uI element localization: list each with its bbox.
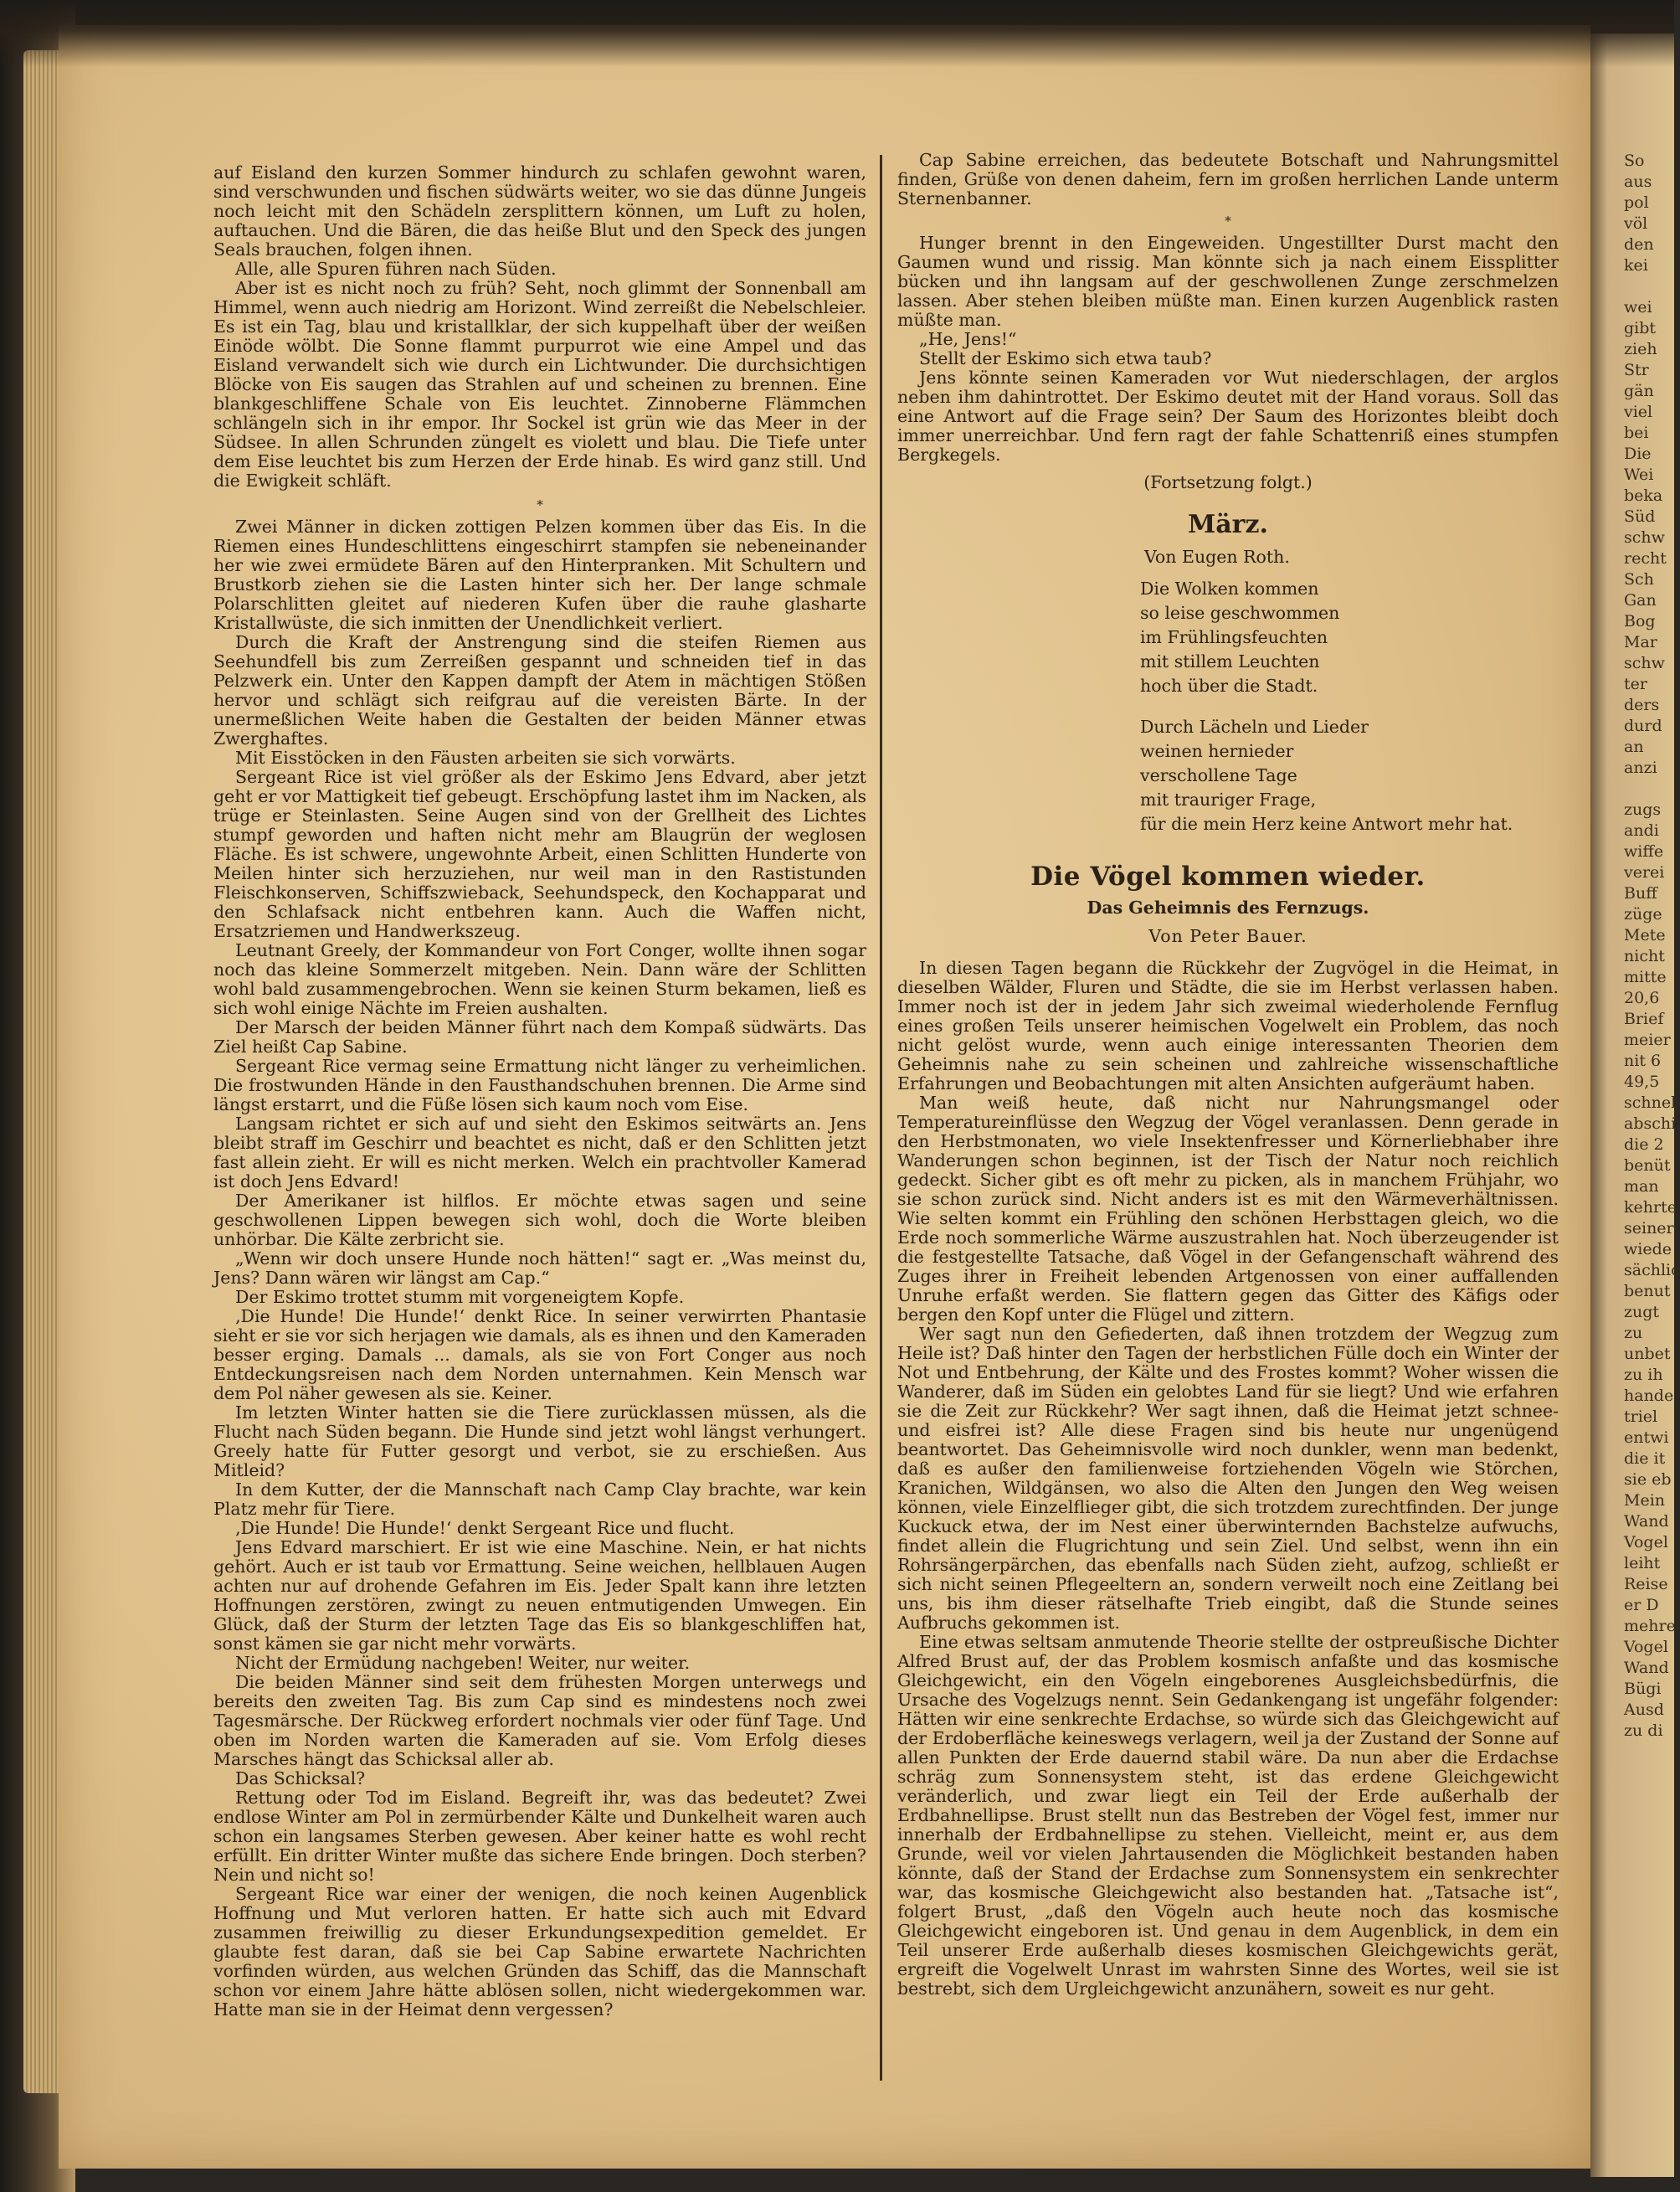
paragraph: Jens Edvard marschiert. Er ist wie eine Maschine. Nein, er hat nichts gehört. Auch er ist taub vor Ermattung. Seine weichen, hellblauen Augen achten nur auf drohende Gefahren im Eis. Jeder Spalt kann ihre letzten Hoffnungen zerstören, zwingt zu neuen entmutigenden Umwegen. Ein Glück, daß der Sturm der letzten Tage das Eis so blankgeschliffen hat, sonst kämen sie gar nicht mehr vorwärts. [213,1537,866,1654]
paragraph: Leutnant Greely, der Kommandeur von Fort Conger, wollte ihnen sogar noch das kleine Sommerzelt mitgeben. Nein. Dann wäre der Schlitten wohl bald zusammengebrochen. Wenn sie keinen Sturm bekamen, ließ es sich wohl einige Nächte im Freien aushalten. [213,940,866,1018]
poem-line: Durch Lächeln und Lieder [1140,717,1369,737]
paragraph: Das Schicksal? [235,1768,366,1788]
poem-line: weinen hernieder [1140,741,1294,761]
paragraph: Mit Eisstöcken in den Fäusten arbeiten sie sich vorwärts. [235,748,736,768]
paragraph: In diesen Tagen begann die Rückkehr der Zugvögel in die Heimat, in dieselben Wälder, Fluren und Städte, die sie im Herbst verlassen haben. Immer noch ist der in jedem Jahr sich zweimal wiederholende Fernflug eines großen Teils unserer heimischen Vogelwelt ein Problem, das noch nicht gelöst wurde, wenn auch einige interessanten Theorien dem Geheimnis nahe zu sein scheinen und zahlreiche wissenschaftliche Erfahrungen und Beobachtungen mit alten Ansichten aufgeräumt haben. [897,958,1559,1093]
article-subtitle: Das Geheimnis des Fernzugs. [1087,898,1369,918]
poem-line: im Frühlingsfeuchten [1140,627,1328,647]
poem-title: März. [1188,510,1268,539]
paragraph: Sergeant Rice ist viel größer als der Eskimo Jens Edvard, aber jetzt geht er vor Mattigkeit tief gebeugt. Erschöpfung lastet ihm im Nacken, als trüge er Steinlasten. Seine Augen sind von der Grellheit des Lichtes stumpf geworden und haften nicht mehr am Blaugrün der weglosen Fläche. Es ist schwere, ungewohnte Arbeit, einen Schlitten Hunderte von Meilen hinter sich herzuziehen, nur weil man in den Rastistunden Fleischkonserven, Schiffszwieback, Seehundspeck, den Kochapparat und den Schlafsack nicht entbehren kann. Auch die Waffen nicht, Ersatzriemen und Handwerkszeug. [213,767,866,941]
section-star: * [537,497,543,512]
next-page-edge [1590,33,1680,2177]
paragraph: auf Eisland den kurzen Sommer hindurch zu schlafen gewohnt waren, sind verschwunden und fischen südwärts weiter, wo sie das dünne Jungeis noch leicht mit den Schädeln zersplittern können, um Luft zu holen, auftauchen. Und die Bären, die das heiße Blut und den Speck des jungen Seals brauchen, folgen ihnen. [213,162,866,260]
paragraph: Langsam richtet er sich auf und sieht den Eskimos seitwärts an. Jens bleibt straff im Geschirr und beachtet es nicht, daß er den Schlitten jetzt fast allein zieht. Er will es nicht merken. Welch ein prachtvoller Kamerad ist doch Jens Edvard! [213,1114,866,1191]
paragraph: „He, Jens!“ [919,329,1017,349]
paragraph: Nicht der Ermüdung nachgeben! Weiter, nur weiter. [235,1653,691,1673]
paragraph: Der Marsch der beiden Männer führt nach dem Kompaß südwärts. Das Ziel heißt Cap Sabine. [213,1017,866,1057]
article-title: Die Vögel kommen wieder. [1030,862,1426,892]
poem-line: mit trauriger Frage, [1140,790,1317,810]
paragraph: Zwei Männer in dicken zottigen Pelzen kommen über das Eis. In die Riemen eines Hundeschlittens eingeschirrt stampfen sie nebeneinander her wie zwei ermüdete Bären auf den Hinterpranken. Mit Schultern und Brustkorb ziehen sie die Lasten hinter sich her. Der lange schmale Polarschlitten gleitet auf niederen Kufen über die rauhe glasharte Kristallwüste, die sich inmitten der Unendlichkeit verliert. [213,517,866,633]
paragraph: „Wenn wir doch unsere Hunde noch hätten!“ sagt er. „Was meinst du, Jens? Dann wären wir längst am Cap.“ [213,1248,866,1288]
paragraph: Rettung oder Tod im Eisland. Begreift ihr, was das bedeutet? Zwei endlose Winter am Pol in zermürbender Kälte und Dunkelheit waren auch schon ein langsames Sterben gewesen. Aber keiner hatte es wohl recht erfüllt. Ein dritter Winter mußte das sichere Ende bringen. Doch sterben? Nein und nicht so! [213,1788,866,1885]
paragraph: Wer sagt nun den Gefiederten, daß ihnen trotzdem der Wegzug zum Heile ist? Daß hinter den Tagen der herbstlichen Fülle doch ein Winter der Not und Entbehrung, der Kälte und des Frostes kommt? Woher wissen die Wanderer, daß im Süden ein gelobtes Land für sie liegt? Und wie erfahren sie die Zeit zur Rückkehr? Wer sagt ihnen, daß die Heimat jetzt schnee- und eisfrei ist? Alle diese Fragen sind bis heute nur ungenügend beantwortet. Das Geheimnisvolle wird noch dunkler, wenn man bedenkt, daß es außer den familienweise fortziehenden Vögeln wie Störchen, Kranichen, Wildgänsen, wo also die Alten den Jungen den Weg weisen können, viele Einzelflieger gibt, die sich trotzdem zurechtfinden. Der junge Kuckuck etwa, der im Nest einer überwinternden Bachstelze aufwuchs, findet allein die Flugrichtung und sein Ziel. Und selbst, wenn ihn ein Rohrsängerpärchen, das ebenfalls nach Süden zieht, aufzog, schließt er sich nicht seinen Pflegeeltern an, sondern verweilt noch eine Zeitlang bei uns, bis ihm dieser rätselhafte Trieb eingibt, daß die Stunde seines Aufbruchs gekommen ist. [897,1324,1559,1633]
paragraph: Jens könnte seinen Kameraden vor Wut niederschlagen, der arglos neben ihm dahintrottet. Der Eskimo deutet mit der Hand voraus. Soll das eine Antwort auf die Frage sein? Der Saum des Horizontes bleibt doch immer unerreichbar. Und fern ragt der fahle Schattenriß eines stumpfen Bergkegels. [897,368,1559,465]
right-column [897,151,1559,1999]
article-author: Von Peter Bauer. [1148,926,1308,946]
poem-line: für die mein Herz keine Antwort mehr hat. [1140,814,1513,834]
paragraph: Der Amerikaner ist hilflos. Er möchte etwas sagen und seine geschwollenen Lippen bewegen sich wohl, doch die Worte bleiben unhörbar. Die Kälte zerbricht sie. [213,1191,866,1249]
poem-author: Von Eugen Roth. [1144,547,1290,567]
paragraph: Im letzten Winter hatten sie die Tiere zurücklassen müssen, als die Flucht nach Süden begann. Die Hunde sind jetzt wohl längst verhungert. Greely hatte für Futter gesorgt und verbot, sie zu erschießen. Aus Mitleid? [213,1402,866,1480]
column-rule [880,155,882,2081]
poem-line: hoch über die Stadt. [1140,676,1318,696]
poem-line: mit stillem Leuchten [1140,651,1320,671]
paragraph: Aber ist es nicht noch zu früh? Seht, noch glimmt der Sonnenball am Himmel, wenn auch niedrig am Horizont. Wind zerreißt die Nebelschleier. Es ist ein Tag, blau und kristallklar, der sich kuppelhaft über der weißen Einöde wölbt. Die Sonne flammt purpurrot wie eine Ampel und das Eisland verwandelt sich wie durch ein Lichtwunder. Die durchsichtigen Blöcke von Eis saugen das Strahlen auf und scheinen zu brennen. Eine blankgeschliffene Schale von Eis leuchtet. Zinnoberne Flämmchen schlängeln sich in ihr empor. Ihr Sockel ist grün wie das Meer in der Südsee. In allen Schrunden züngelt es violett und blau. Die Tiefe unter dem Eise leuchtet bis zum Herzen der Erde hinab. Es wird ganz still. Und die Ewigkeit schläft. [213,278,866,491]
left-column [213,163,866,2020]
paragraph: ‚Die Hunde! Die Hunde!‘ denkt Sergeant Rice und flucht. [235,1518,735,1538]
poem-line: Die Wolken kommen [1140,579,1319,599]
poem-line: so leise geschwommen [1140,603,1340,623]
section-star: * [1225,214,1231,229]
stanza-gap [1140,698,1559,715]
paragraph: Alle, alle Spuren führen nach Süden. [235,259,557,279]
top-shadow [0,0,1674,67]
paragraph: Hunger brennt in den Eingeweiden. Ungestillter Durst macht den Gaumen wund und rissig. Man könnte sich ja nach einem Eissplitter bücken und ihn langsam auf der geschwollenen Zunge zerschmelzen lassen. Aber stehen bleiben müßte man. Einen kurzen Augenblick rasten müßte man. [897,233,1559,330]
continued-note: (Fortsetzung folgt.) [1143,472,1313,492]
paragraph: Sergeant Rice war einer der wenigen, die noch keinen Augenblick Hoffnung und Mut verloren hatten. Er hatte sich auch mit Edvard zusammen freiwillig zu dieser Erkundungsexpedition gemeldet. Er glaubte fest daran, daß sie bei Cap Sabine erwartete Nachrichten vorfinden würden, aus welchen Gründen das Schiff, das die Mannschaft schon vor einem Jahre hätte ablösen sollen, nicht wiedergekommen war. Hatte man sie in der Heimat denn vergessen? [213,1884,866,2020]
paragraph: Durch die Kraft der Anstrengung sind die steifen Riemen aus Seehundfell bis zum Zerreißen gespannt und schneiden tief in das Pelzwerk ein. Unter den Kappen dampft der Atem in mächtigen Stößen hervor und schlägt sich reifgrau auf die vereisten Bärte. In der unermeßlichen Weite haben die Gestalten der beiden Männer etwas Zwerghaftes. [213,632,866,749]
poem-body [1140,577,1559,836]
paragraph: Eine etwas seltsam anmutende Theorie stellte der ostpreußische Dichter Alfred Brust auf, der das Problem kosmisch anfaßte und das kosmische Gleichgewicht, ein den Vögeln eingeborenes Ausgleichsbedürfnis, die Ursache des Vogelzugs nennt. Sein Gedankengang ist ungefähr folgender: Hätten wir eine senkrechte Erdachse, so würde sich das Gleichgewicht auf der Erdoberfläche keineswegs verlagern, weil ja der Zustand der Sonne auf allen Punkten der Erde dauernd stabil wäre. Da nun aber die Erdachse schräg zum Sonnensystem steht, ist das erdene Gleichgewicht veränderlich, und zwar liegt ein Teil der Erde außerhalb der Erdbahnellipse. Brust stellt nun das Bestreben der Vögel fest, immer nur innerhalb der Erdbahnellipse zu stehen. Vielleicht, meint er, aus dem Grunde, weil vor vielen Jahrtausenden die Möglichkeit bestanden haben könnte, daß der Stand der Erdachse zum Sonnensystem ein senkrechter war, das kosmische Gleichgewicht also bestanden hat. „Tatsache ist“, folgert Brust, „daß den Vögeln auch heute noch das kosmische Gleichgewicht eingeboren ist. Und genau in dem Augenblick, in dem ein Teil unserer Erde außerhalb dieses kosmischen Gleichgewichts gerät, ergreift die Vogelwelt Unrast im wahrsten Sinne des Wortes, weil sie ist bestrebt, sich dem Urgleichgewicht anzunähern, soweit es nur geht. [897,1632,1559,1999]
paragraph: Der Eskimo trottet stumm mit vorgeneigtem Kopfe. [235,1287,685,1307]
paragraph: Sergeant Rice vermag seine Ermattung nicht länger zu verheimlichen. Die frostwunden Hände in den Fausthandschuhen brennen. Die Arme sind längst erstarrt, und die Füße lösen sich kaum noch vom Eise. [213,1056,866,1114]
paragraph: Man weiß heute, daß nicht nur Nahrungsmangel oder Temperatureinflüsse den Wegzug der Vögel veranlassen. Denn gerade in den Herbstmonaten, wo viele Insektenfresser und Körnerliebhaber ihre Wanderungen schon beginnen, ist der Tisch der Natur noch reichlich gedeckt. Sicher gibt es oft mehr zu picken, als in manchem Frühjahr, wo sie schon zurück sind. Nicht anders ist es mit den Wärmeverhältnissen. Wie selten kommt ein Frühling den schönen Herbsttagen gleich, wo die Erde noch sommerliche Wärme auszustrahlen hat. Noch überzeugender ist die festgestellte Tatsache, daß Vögel in der Gefangenschaft während des Zuges ihrer in Freiheit lebenden Artgenossen von einer auffallenden Unruhe erfaßt werden. Sie flattern gegen das Gitter des Käfigs oder bergen den Kopf unter die Flügel und zittern. [897,1093,1559,1325]
paragraph: Die beiden Männer sind seit dem frühesten Morgen unterwegs und bereits den zweiten Tag. Bis zum Cap sind es mindestens noch zwei Tagesmärsche. Der Rückweg erfordert nochmals vier oder fünf Tage. Und oben im Norden warten die Kameraden auf sie. Vom Erfolg dieses Marsches hängt das Schicksal aller ab. [213,1672,866,1769]
paragraph: Stellt der Eskimo sich etwa taub? [919,348,1212,368]
paragraph: Cap Sabine erreichen, das bedeutete Botschaft und Nahrungsmittel finden, Grüße von denen daheim, fern im großen herrlichen Lande unterm Sternenbanner. [897,150,1559,208]
paragraph: ‚Die Hunde! Die Hunde!‘ denkt Rice. In seiner verwirrten Phantasie sieht er sie vor sich herjagen wie damals, als es ihnen und den Kameraden besser erging. Damals ... damals, als sie von Fort Conger aus noch Entdeckungsreisen nach dem Norden unternahmen. Kein Mensch war dem Pol näher gewesen als sie. Keiner. [213,1306,866,1403]
poem-line: verschollene Tage [1140,765,1297,785]
paragraph: In dem Kutter, der die Mannschaft nach Camp Clay brachte, war kein Platz mehr für Tiere. [213,1479,866,1519]
next-page-text-fragment: So aus pol völ den kei wei gibt zieh Str gän viel bei Die Wei beka Süd schw recht Sch Gan Bog Mar schw ter ders durd an anzi zugs andi wiffe verei Buff züge Mete nicht mitte 20,6 Brief meier nit 6 49,5 schnel abschi die 2 benüt man kehrte seiner wiede sächlic benut zugt zu unbet zu ih hande triel entwi die it sie eb Mein Wand Vogel leiht Reise er D mehre Vogel Wand Bügi Ausd zu di [1624,152,1680,1740]
